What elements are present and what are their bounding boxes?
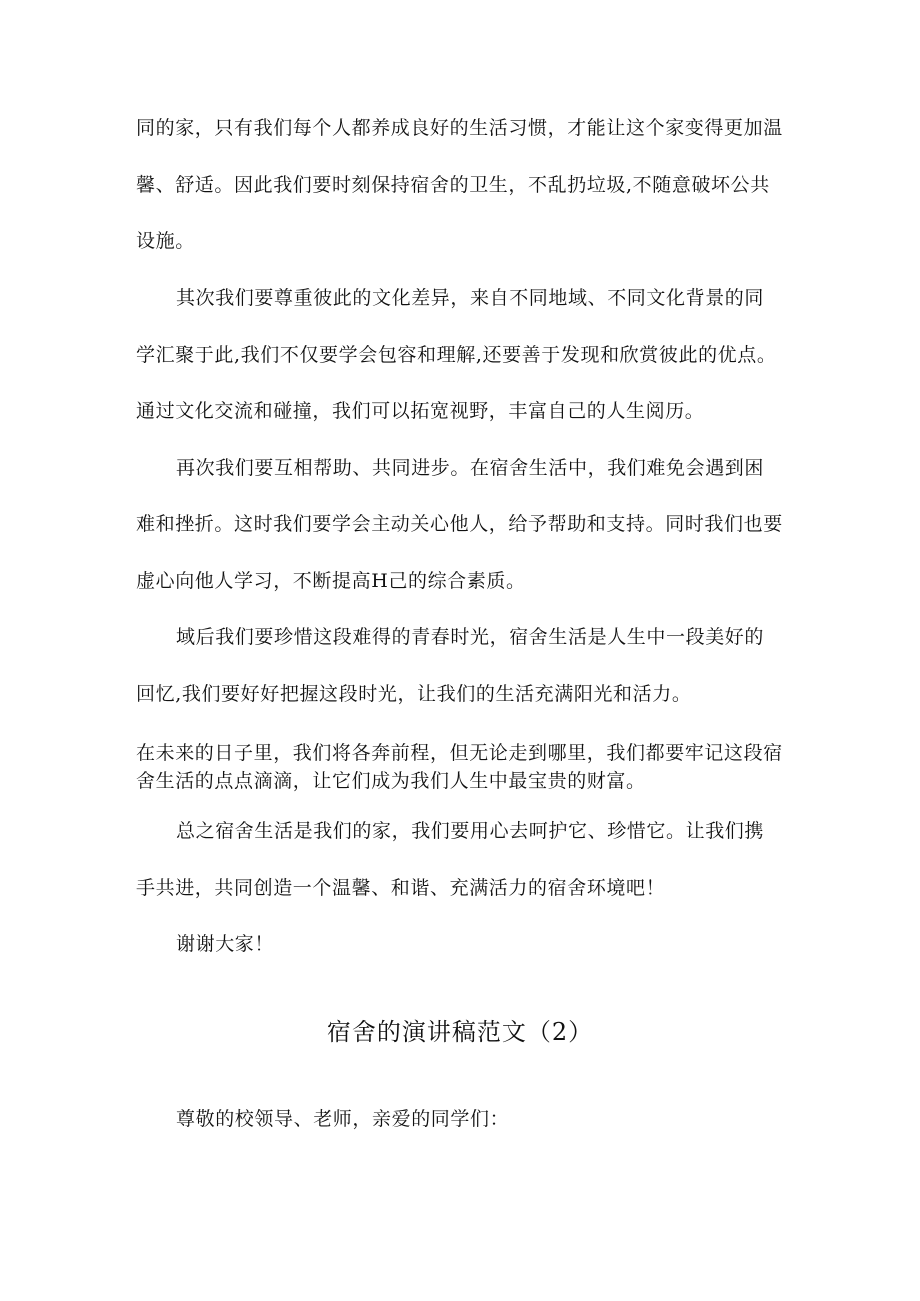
section-title: 宿舍的演讲稿范文（2） — [326, 1018, 594, 1046]
text-line-12: 在未来的日子里，我们将各奔前程，但无论走到哪里，我们都要牢记这段宿 — [136, 742, 783, 764]
text-line-7: 再次我们要互相帮助、共同进步。在宿舍生活中，我们难免会遇到困 — [176, 457, 765, 479]
text-line-9: 虚心向他人学习，不断提高H己的综合素质。 — [136, 570, 526, 592]
text-line-8: 难和挫折。这时我们要学会主动关心他人，给予帮助和支持。同时我们也要 — [136, 513, 783, 535]
text-line-4: 其次我们要尊重彼此的文化差异，来自不同地域、不同文化背景的同 — [176, 287, 765, 309]
text-line-10: 域后我们要珍惜这段难得的青春时光，宿舍生活是人生中一段美好的 — [176, 626, 765, 648]
text-line-11: 回忆,我们要好好把握这段时光，让我们的生活充满阳光和活力。 — [136, 683, 692, 705]
text-line-2: 馨、舒适。因此我们要时刻保持宿舍的卫生，不乱扔垃圾,不随意破坏公共 — [136, 174, 770, 196]
text-line-5: 学汇聚于此,我们不仅要学会包容和理解,还要善于发现和欣赏彼此的优点。 — [136, 344, 777, 366]
text-line-13: 舍生活的点点滴滴，让它们成为我们人生中最宝贵的财富。 — [136, 770, 646, 792]
text-line-16: 谢谢大家！ — [176, 933, 275, 955]
text-line-3: 设施。 — [136, 230, 195, 252]
text-line-6: 通过文化交流和碰撞，我们可以拓宽视野，丰富自己的人生阅历。 — [136, 400, 705, 422]
text-line-1: 同的家，只有我们每个人都养成良好的生活习惯，才能让这个家变得更加温 — [136, 117, 783, 139]
text-line-15: 手共进，共同创造一个温馨、和谐、充满活力的宿舍环境吧！ — [136, 877, 666, 899]
text-line-14: 总之宿舍生活是我们的家，我们要用心去呵护它、珍惜它。让我们携 — [176, 820, 765, 842]
greeting-line: 尊敬的校领导、老师，亲爱的同学们： — [176, 1108, 510, 1130]
